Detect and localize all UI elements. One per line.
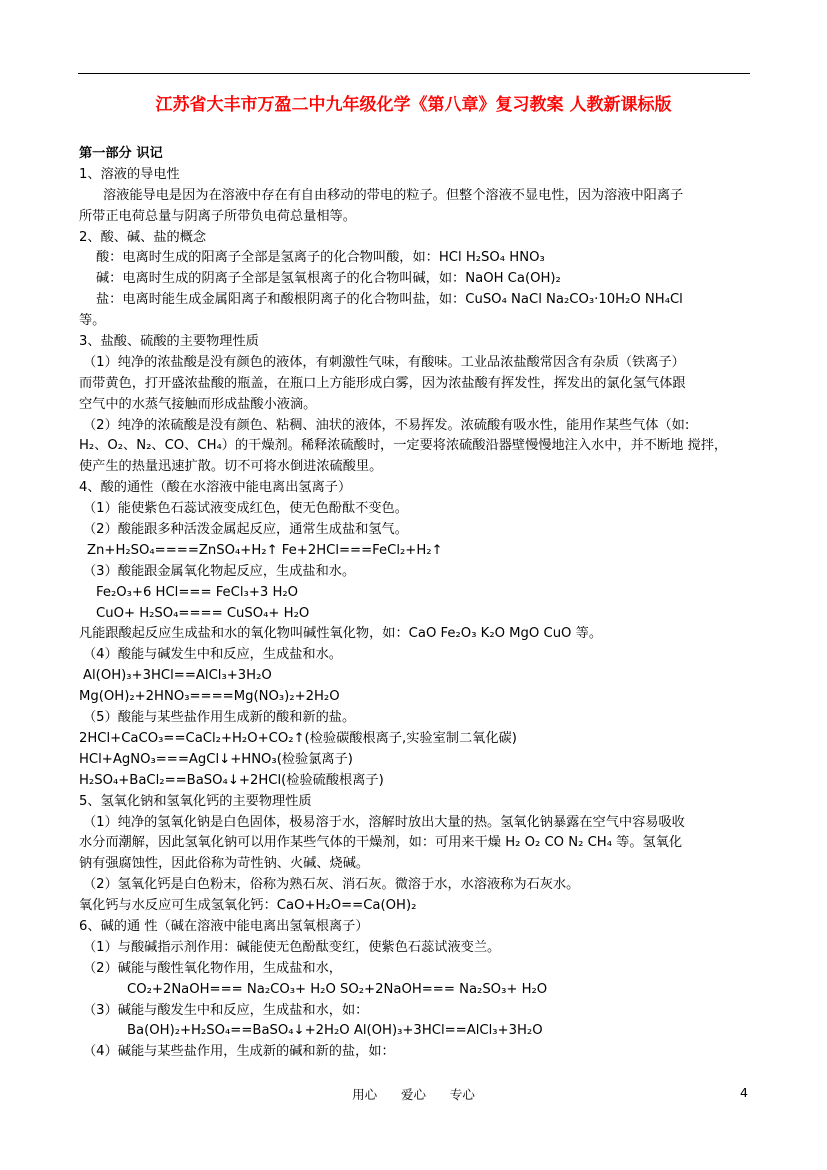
footer-text: 用心 爱心 专心: [352, 1087, 475, 1102]
list-item: （3）酸能跟金属氧化物起反应，生成盐和水。: [83, 563, 356, 579]
paragraph-line: 氧化钙与水反应可生成氢氧化钙：CaO+H₂O==Ca(OH)₂: [79, 898, 417, 914]
document-title: 江苏省大丰市万盈二中九年级化学《第八章》复习教案 人教新课标版: [155, 95, 672, 115]
paragraph-line: 空气中的水蒸气接触而形成盐酸小液滴。: [79, 396, 317, 412]
list-item: （3）碱能与酸发生中和反应，生成盐和水，如：: [83, 1002, 369, 1018]
list-item: （2）碱能与酸性氧化物作用，生成盐和水，: [83, 960, 342, 976]
definition-line: 盐：电离时能生成金属阳离子和酸根阴离子的化合物叫盐，如：CuSO₄ NaCl Na₂CO₃·10H₂O NH₄Cl: [96, 292, 683, 308]
page-number: 4: [740, 1085, 748, 1100]
equation-line: Fe₂O₃+6 HCl=== FeCl₃+3 H₂O: [96, 584, 299, 600]
list-item: （1）能使紫色石蕊试液变成红色，使无色酚酞不变色。: [83, 501, 408, 517]
header-rule: [78, 73, 750, 74]
paragraph-line: （1）纯净的氢氧化钠是白色固体，极易溶于水，溶解时放出大量的热。氢氧化钠暴露在空气中容易吸收: [83, 814, 685, 830]
equation-line: Mg(OH)₂+2HNO₃====Mg(NO₃)₂+2H₂O: [79, 689, 340, 705]
paragraph-line: H₂、O₂、N₂、CO、CH₄）的干燥剂。稀释浓硫酸时，一定要将浓硫酸沿器壁慢慢地注入水中，并不断地 搅拌，: [79, 438, 728, 454]
paragraph-line: （2）纯净的浓硫酸是没有颜色、粘稠、油状的液体，不易挥发。浓硫酸有吸水性，能用作某些气体（如:: [83, 417, 690, 433]
subheading: 4、酸的通性（酸在水溶液中能电离出氢离子）: [79, 480, 352, 496]
subheading: 2、酸、碱、盐的概念: [79, 229, 207, 245]
paragraph-line: （1）纯净的浓盐酸是没有颜色的液体，有刺激性气味，有酸味。工业品浓盐酸常因含有杂质（铁离子）: [83, 354, 685, 370]
paragraph-line: 凡能跟酸起反应生成盐和水的氧化物叫碱性氧化物，如：CaO Fe₂O₃ K₂O MgO CuO 等。: [79, 626, 603, 642]
equation-line: Zn+H₂SO₄====ZnSO₄+H₂↑ Fe+2HCl===FeCl₂+H₂↑: [87, 542, 443, 558]
definition-line: 碱：电离时生成的阴离子全部是氢氧根离子的化合物叫碱，如：NaOH Ca(OH)₂: [96, 271, 561, 287]
subheading: 1、溶液的导电性: [79, 166, 180, 182]
definition-line: 酸：电离时生成的阳离子全部是氢离子的化合物叫酸，如：HCl H₂SO₄ HNO₃: [96, 250, 545, 266]
list-item: （5）酸能与某些盐作用生成新的酸和新的盐。: [83, 710, 356, 726]
equation-line: H₂SO₄+BaCl₂==BaSO₄↓+2HCl(检验硫酸根离子): [79, 772, 384, 788]
subheading: 6、碱的通 性（碱在溶液中能电离出氢氧根离子）: [79, 918, 369, 934]
section-heading: 第一部分 识记: [79, 146, 163, 161]
equation-line: Al(OH)₃+3HCl==AlCl₃+3H₂O: [83, 668, 272, 684]
list-item: （4）酸能与碱发生中和反应，生成盐和水。: [83, 647, 342, 663]
list-item: （4）碱能与某些盐作用，生成新的碱和新的盐，如：: [83, 1044, 395, 1060]
subheading: 3、盐酸、硫酸的主要物理性质: [79, 334, 259, 350]
equation-line: CO₂+2NaOH=== Na₂CO₃+ H₂O SO₂+2NaOH=== Na₂SO₃+ H₂O: [127, 981, 548, 997]
paragraph-line: 水分而潮解，因此氢氧化钠可以用作某些气体的干燥剂，如：可用来干燥 H₂ O₂ CO N₂ CH₄ 等。氢氧化: [79, 835, 683, 851]
equation-line: CuO+ H₂SO₄==== CuSO₄+ H₂O: [96, 605, 310, 621]
equation-line: 2HCl+CaCO₃==CaCl₂+H₂O+CO₂↑(检验碳酸根离子,实验室制二氧化碳): [79, 730, 517, 746]
paragraph-line: 所带正电荷总量与阴离子所带负电荷总量相等。: [79, 208, 356, 224]
document-body: [79, 144, 755, 1063]
equation-line: HCl+AgNO₃===AgCl↓+HNO₃(检验氯离子): [79, 751, 353, 767]
equation-line: Ba(OH)₂+H₂SO₄==BaSO₄↓+2H₂O Al(OH)₃+3HCl==AlCl₃+3H₂O: [127, 1023, 543, 1039]
paragraph-line: 等。: [79, 313, 106, 329]
paragraph-line: 钠有强腐蚀性，因此俗称为苛性钠、火碱、烧碱。: [79, 856, 370, 872]
subheading: 5、氢氧化钠和氢氧化钙的主要物理性质: [79, 793, 312, 809]
list-item: （1）与酸碱指示剂作用：碱能使无色酚酞变红，使紫色石蕊试液变兰。: [83, 939, 501, 955]
paragraph-line: 溶液能导电是因为在溶液中存在有自由移动的带电的粒子。但整个溶液不显电性，因为溶液中阳离子: [103, 187, 684, 203]
paragraph-line: 而带黄色，打开盛浓盐酸的瓶盖，在瓶口上方能形成白雾，因为浓盐酸有挥发性，挥发出的氯化氢气体跟: [79, 375, 686, 391]
list-item: （2）酸能跟多种活泼金属起反应，通常生成盐和氢气。: [83, 522, 408, 538]
paragraph-line: （2）氢氧化钙是白色粉末，俗称为熟石灰、消石灰。微溶于水，水溶液称为石灰水。: [83, 877, 580, 893]
paragraph-line: 使产生的热量迅速扩散。切不可将水倒进浓硫酸里。: [79, 459, 383, 475]
